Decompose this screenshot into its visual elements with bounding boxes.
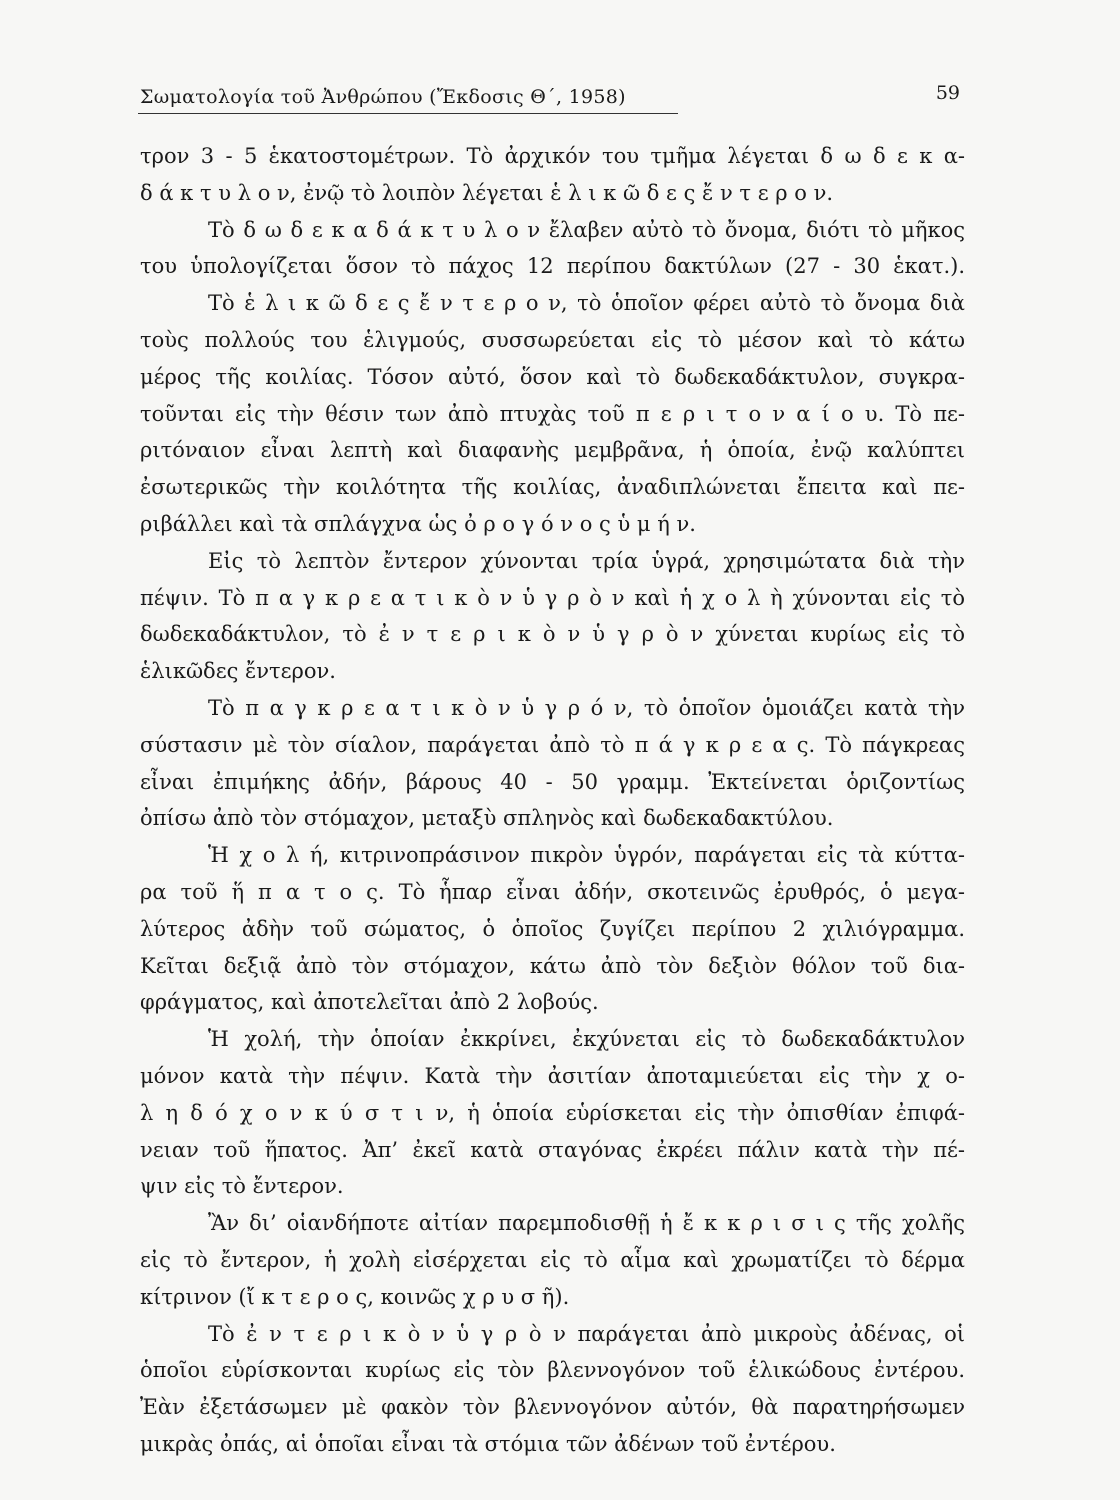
text-line: Κεῖται δεξιᾷ ἀπὸ τὸν στόμαχον, κάτω ἀπὸ τὸν δεξιὸν θόλον τοῦ δια- xyxy=(140,953,965,978)
text-line: εἰς τὸ ἔντερον, ἡ χολὴ εἰσέρχεται εἰς τὸ αἷμα καὶ χρωματίζει τὸ δέρμα xyxy=(140,1247,965,1272)
text-line: Εἰς τὸ λεπτὸν ἔντερον χύνονται τρία ὑγρά, χρησιμώτατα διὰ τὴν xyxy=(208,548,965,573)
text-line: τοῦνται εἰς τὴν θέσιν των ἀπὸ πτυχὰς τοῦ π ε ρ ι τ ο ν α ί ο υ. Τὸ πε- xyxy=(140,401,965,426)
text-line: ριβάλλει καὶ τὰ σπλάγχνα ὡς ὀ ρ ο γ ό ν ο ς ὑ μ ή ν. xyxy=(140,511,696,536)
text-line: μέρος τῆς κοιλίας. Τόσον αὐτό, ὅσον καὶ τὸ δωδεκαδάκτυλον, συγκρα- xyxy=(140,364,965,389)
text-line: λ η δ ό χ ο ν κ ύ σ τ ι ν, ἡ ὁποία εὑρίσκεται εἰς τὴν ὀπισθίαν ἐπιφά- xyxy=(140,1100,965,1125)
header-title: Σωματολογία τοῦ Ἀνθρώπου (Ἔκδοσις Θ΄, 1958) xyxy=(140,86,626,108)
text-line: ἐσωτερικῶς τὴν κοιλότητα τῆς κοιλίας, ἀναδιπλώνεται ἔπειτα καὶ πε- xyxy=(140,475,965,500)
text-line: Ἂν δι’ οἱανδήποτε αἰτίαν παρεμποδισθῇ ἡ ἔ κ κ ρ ι σ ι ς τῆς χολῆς xyxy=(208,1211,965,1236)
text-line: δωδεκαδάκτυλον, τὸ ἐ ν τ ε ρ ι κ ὸ ν ὑ γ ρ ὸ ν χύνεται κυρίως εἰς τὸ xyxy=(140,622,965,647)
text-line: Ἡ χολή, τὴν ὁποίαν ἐκκρίνει, ἐκχύνεται εἰς τὸ δωδεκαδάκτυλον xyxy=(208,1027,965,1052)
body-text xyxy=(140,138,965,1463)
text-line: νειαν τοῦ ἥπατος. Ἀπ’ ἐκεῖ κατὰ σταγόνας ἐκρέει πάλιν κατὰ τὴν πέ- xyxy=(140,1137,965,1162)
text-line: ριτόναιον εἶναι λεπτὴ καὶ διαφανὴς μεμβρᾶνα, ἡ ὁποία, ἐνῷ καλύπτει xyxy=(140,438,965,463)
text-line: λύτερος ἀδὴν τοῦ σώματος, ὁ ὁποῖος ζυγίζει περίπου 2 χιλιόγραμμα. xyxy=(140,916,965,941)
text-line: του ὑπολογίζεται ὅσον τὸ πάχος 12 περίπου δακτύλων (27 - 30 ἑκατ.). xyxy=(140,254,965,279)
text-line: κίτρινον (ἴ κ τ ε ρ ο ς, κοινῶς χ ρ υ σ ῆ). xyxy=(140,1284,570,1309)
text-line: σύστασιν μὲ τὸν σίαλον, παράγεται ἀπὸ τὸ π ά γ κ ρ ε α ς. Τὸ πάγκρεας xyxy=(140,732,965,757)
text-line: ἑλικῶδες ἔντερον. xyxy=(140,659,336,684)
text-line: Τὸ π α γ κ ρ ε α τ ι κ ὸ ν ὑ γ ρ ό ν, τὸ ὁποῖον ὁμοιάζει κατὰ τὴν xyxy=(208,695,965,720)
text-line: τρον 3 - 5 ἑκατοστομέτρων. Τὸ ἀρχικόν του τμῆμα λέγεται δ ω δ ε κ α- xyxy=(140,144,965,168)
text-line: μικρὰς ὀπάς, αἱ ὁποῖαι εἶναι τὰ στόμια τῶν ἀδένων τοῦ ἐντέρου. xyxy=(140,1431,836,1456)
text-line: δ ά κ τ υ λ ο ν, ἐνῷ τὸ λοιπὸν λέγεται ἑ λ ι κ ῶ δ ε ς ἔ ν τ ε ρ ο ν. xyxy=(140,180,834,205)
text-line: Ἐὰν ἐξετάσωμεν μὲ φακὸν τὸν βλεννογόνον αὐτόν, θὰ παρατηρήσωμεν xyxy=(140,1395,965,1420)
text-line: Τὸ δ ω δ ε κ α δ ά κ τ υ λ ο ν ἔλαβεν αὐτὸ τὸ ὄνομα, διότι τὸ μῆκος xyxy=(208,217,965,242)
text-line: μόνον κατὰ τὴν πέψιν. Κατὰ τὴν ἀσιτίαν ἀποταμιεύεται εἰς τὴν χ ο- xyxy=(140,1063,965,1088)
header-rule xyxy=(138,113,678,114)
text-line: Τὸ ἑ λ ι κ ῶ δ ε ς ἔ ν τ ε ρ ο ν, τὸ ὁποῖον φέρει αὐτὸ τὸ ὄνομα διὰ xyxy=(208,291,965,316)
text-line: ὀπίσω ἀπὸ τὸν στόμαχον, μεταξὺ σπληνὸς καὶ δωδεκαδακτύλου. xyxy=(140,806,834,831)
text-line: πέψιν. Τὸ π α γ κ ρ ε α τ ι κ ὸ ν ὑ γ ρ ὸ ν καὶ ἡ χ ο λ ὴ χύνονται εἰς τὸ xyxy=(140,585,965,610)
text-line: Ἡ χ ο λ ή, κιτρινοπράσινον πικρὸν ὑγρόν, παράγεται εἰς τὰ κύττα- xyxy=(208,843,965,868)
running-header xyxy=(140,82,960,110)
text-line: Τὸ ἐ ν τ ε ρ ι κ ὸ ν ὑ γ ρ ὸ ν παράγεται ἀπὸ μικροὺς ἀδένας, οἱ xyxy=(208,1321,965,1346)
text-line: εἶναι ἐπιμήκης ἀδήν, βάρους 40 - 50 γραμμ. Ἐκτείνεται ὁριζοντίως xyxy=(140,769,965,794)
text-line: ὁποῖοι εὑρίσκονται κυρίως εἰς τὸν βλεννογόνον τοῦ ἑλικώδους ἐντέρου. xyxy=(140,1358,965,1383)
text-line: τοὺς πολλούς του ἑλιγμούς, συσσωρεύεται εἰς τὸ μέσον καὶ τὸ κάτω xyxy=(140,327,965,352)
text-line: ρα τοῦ ἥ π α τ ο ς. Τὸ ἧπαρ εἶναι ἀδήν, σκοτεινῶς ἐρυθρός, ὁ μεγα- xyxy=(140,879,965,904)
text-line: ψιν εἰς τὸ ἔντερον. xyxy=(140,1174,344,1199)
page-number: 59 xyxy=(935,82,960,104)
text-line: φράγματος, καὶ ἀποτελεῖται ἀπὸ 2 λοβούς. xyxy=(140,990,599,1015)
